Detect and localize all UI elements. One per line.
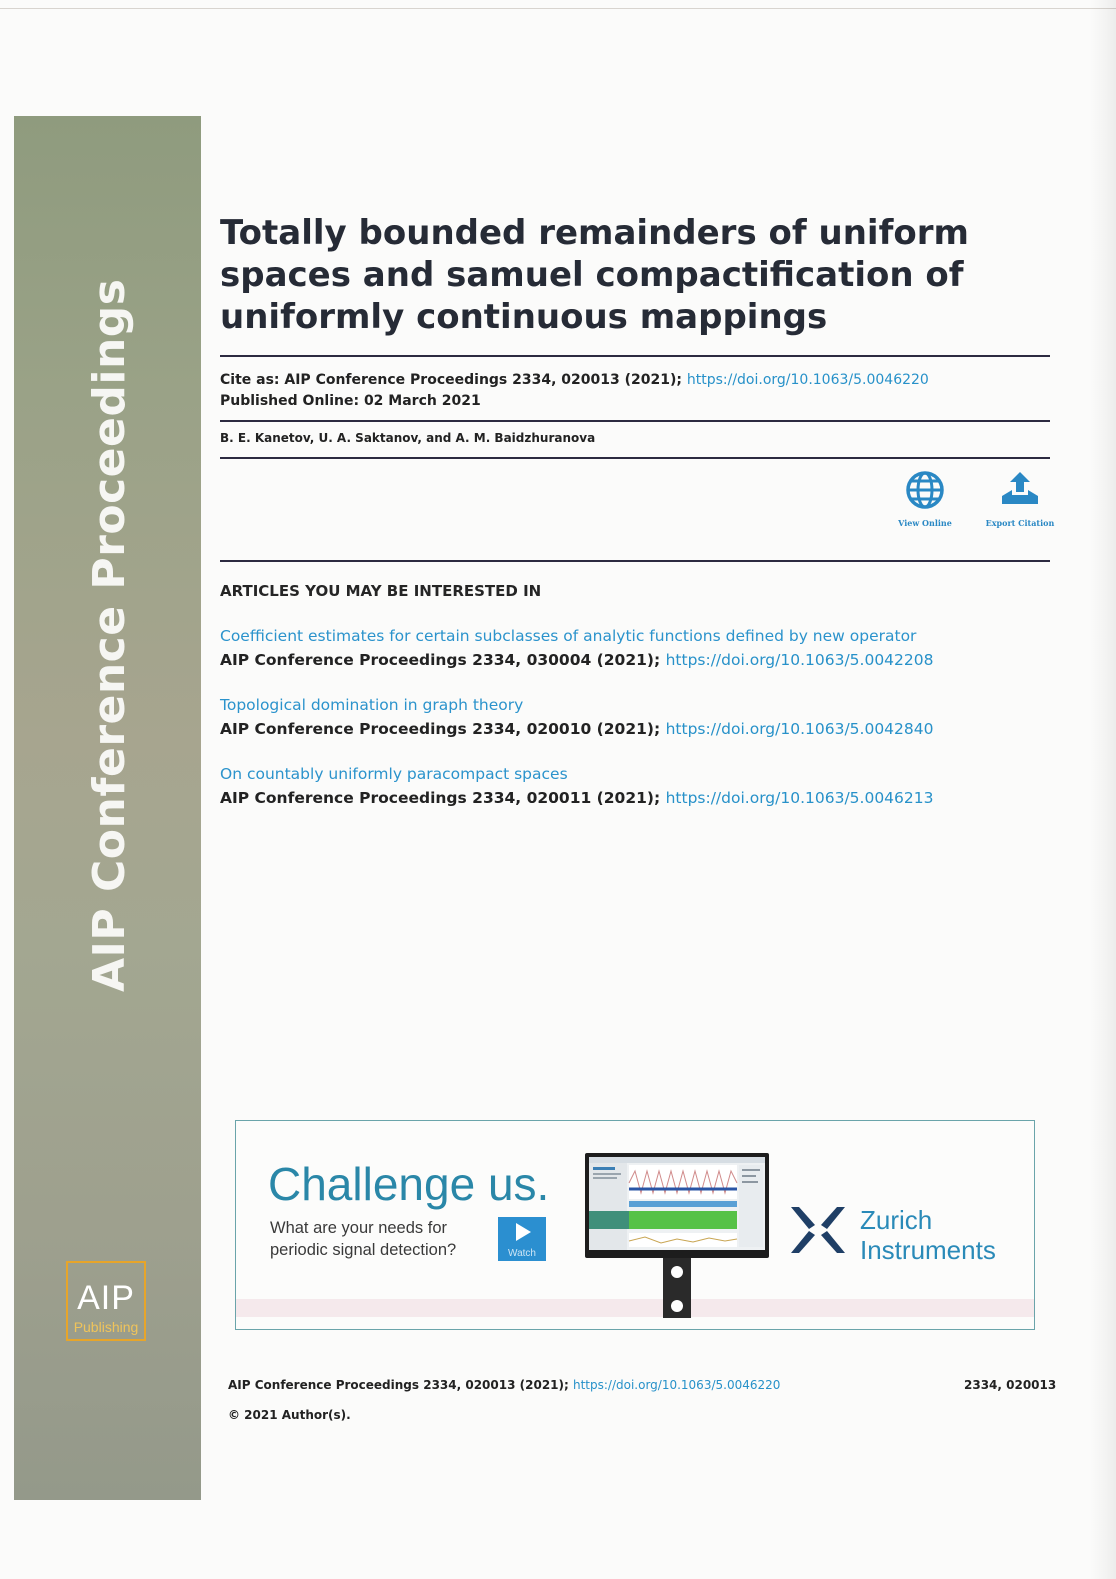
cite-suffix: , 020011 (2021);: [515, 789, 666, 807]
stand-knob: [671, 1266, 683, 1278]
software-screenshot-illustration: [585, 1153, 769, 1258]
doi-link[interactable]: https://doi.org/10.1063/5.0046220: [572, 1378, 781, 1392]
cite-prefix: AIP Conference Proceedings: [220, 651, 473, 669]
doi-link[interactable]: https://doi.org/10.1063/5.0042840: [665, 720, 934, 738]
aip-publishing-logo[interactable]: [66, 1261, 146, 1341]
doi-link[interactable]: https://doi.org/10.1063/5.0046213: [665, 789, 934, 807]
related-article-cite: [220, 647, 1050, 673]
related-articles-heading: ARTICLES YOU MAY BE INTERESTED IN: [220, 582, 542, 600]
doi-link[interactable]: https://doi.org/10.1063/5.0046220: [686, 372, 929, 388]
ad-stripe: [236, 1299, 1034, 1317]
cite-suffix: , 020013 (2021);: [456, 1378, 573, 1392]
page-scan-shadow: [1090, 0, 1116, 1579]
related-article: [220, 625, 1050, 673]
published-online: Published Online: 02 March 2021: [220, 393, 481, 409]
page-top-edge: [0, 8, 1116, 9]
cite-volume: 2334: [512, 372, 552, 388]
related-article: [220, 694, 1050, 742]
cite-suffix: , 020010 (2021);: [515, 720, 666, 738]
logo-publishing-text: Publishing: [73, 1319, 139, 1335]
cite-suffix: , 030004 (2021);: [515, 651, 666, 669]
ad-subtext: What are your needs for periodic signal detection?: [270, 1219, 457, 1259]
export-icon: [998, 470, 1042, 510]
monitor-illustration: [585, 1153, 769, 1258]
divider: [220, 420, 1050, 422]
cite-suffix: , 020013 (2021);: [551, 372, 687, 388]
cite-prefix: AIP Conference Proceedings: [220, 789, 473, 807]
view-online-label: View Online: [898, 518, 952, 528]
cite-prefix: AIP Conference Proceedings: [220, 720, 473, 738]
related-article: [220, 763, 1050, 811]
brand-line-2: Instruments: [860, 1235, 996, 1265]
stand-knob: [671, 1300, 683, 1312]
cite-volume: 2334: [423, 1378, 457, 1392]
zurich-instruments-brand: [860, 1205, 996, 1265]
doi-link[interactable]: https://doi.org/10.1063/5.0042208: [665, 651, 934, 669]
related-article-cite: [220, 785, 1050, 811]
divider: [220, 355, 1050, 357]
cite-volume: 2334: [472, 720, 516, 738]
authors: B. E. Kanetov, U. A. Saktanov, and A. M. Baidzhuranova: [220, 431, 596, 445]
logo-aip-text: AIP: [77, 1279, 135, 1317]
footer-page-number: 2334, 020013: [964, 1378, 1057, 1392]
ad-headline: Challenge us.: [268, 1158, 550, 1210]
cite-volume: 2334: [472, 651, 516, 669]
cite-prefix: AIP Conference Proceedings: [228, 1378, 424, 1392]
watch-label: Watch: [508, 1248, 536, 1259]
cite-volume: 2334: [472, 789, 516, 807]
footer-copyright: © 2021 Author(s).: [228, 1408, 351, 1422]
cite-prefix: Cite as: AIP Conference Proceedings: [220, 372, 513, 388]
play-icon: [516, 1223, 531, 1241]
brand-line-1: Zurich: [860, 1205, 933, 1235]
divider: [220, 560, 1050, 562]
cite-as-line: [220, 372, 929, 388]
related-article-cite: [220, 716, 1050, 742]
sidebar-title: AIP Conference Proceedings: [84, 278, 135, 992]
globe-icon: [905, 470, 945, 510]
related-article-title[interactable]: Coefficient estimates for certain subclasses of analytic functions defined by new operator: [220, 627, 917, 645]
watch-button[interactable]: [498, 1217, 546, 1261]
sidebar-banner: [14, 116, 201, 1500]
export-citation-label: Export Citation: [985, 518, 1055, 528]
divider: [220, 457, 1050, 459]
article-title: Totally bounded remainders of uniform spaces and samuel compactification of uniformly continuous mappings: [220, 213, 969, 337]
monitor-stand: [663, 1258, 691, 1318]
view-online-button[interactable]: [890, 470, 960, 528]
zurich-instruments-logo-icon: [789, 1201, 847, 1259]
footer-citation: [228, 1378, 780, 1392]
related-article-title[interactable]: Topological domination in graph theory: [220, 696, 524, 714]
zurich-instruments-ad[interactable]: [235, 1120, 1035, 1330]
export-citation-button[interactable]: [985, 470, 1055, 528]
related-article-title[interactable]: On countably uniformly paracompact spaces: [220, 765, 568, 783]
